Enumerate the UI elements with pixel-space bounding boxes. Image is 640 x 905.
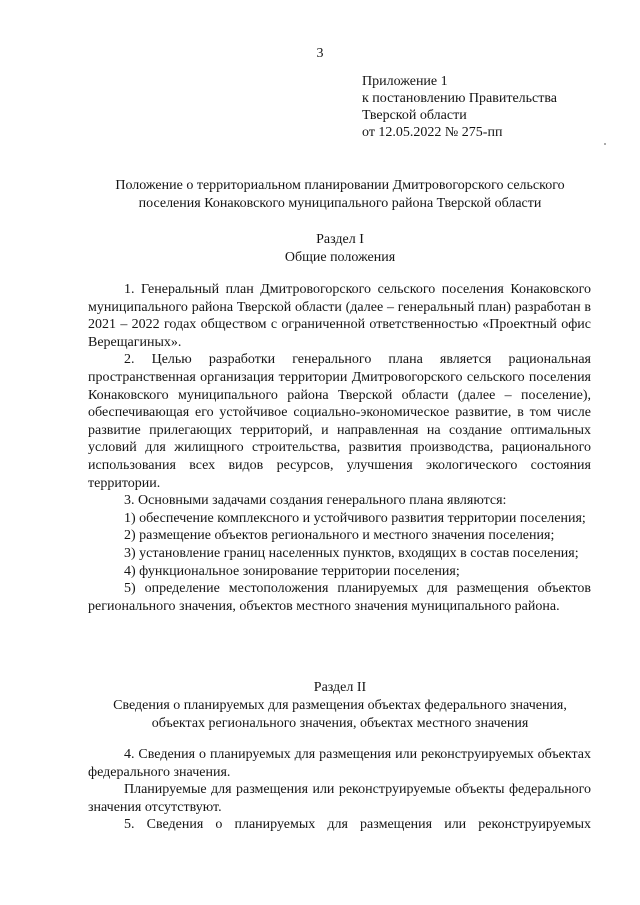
- appendix-line: Приложение 1: [362, 74, 448, 89]
- section1-header: [80, 231, 600, 267]
- paragraph: 3) установление границ населенных пунктов, входящих в состав поселения;: [124, 545, 579, 561]
- paragraph: 5) определение местоположения планируемых для размещения объектов регионального значения, объектов местного значения муниципального района.: [88, 581, 591, 614]
- appendix-line: к постановлению Правительства: [362, 91, 558, 106]
- paragraph: 4) функциональное зонирование территории поселения;: [124, 563, 460, 579]
- appendix-line: от 12.05.2022 № 275-пп: [362, 125, 503, 140]
- paragraph: 5. Сведения о планируемых для размещения или реконструируемых: [124, 817, 591, 833]
- paragraph: 2. Целью разработки генерального плана является рациональная пространственная организация территории Дмитровогорского сельского поселения Конаковского муниципального района Тверской области (далее – поселение), обеспечивающая его устойчивое социально-экономическое развитие, в том числе развитие прилегающих территорий, и направленная на создание оптимальных условий для жилищного строительства, развития производства, рационального использования всех видов ресурсов, улучшения экологического состояния территории.: [88, 352, 591, 491]
- paragraph: 1. Генеральный план Дмитровогорского сельского поселения Конаковского муниципального района Тверской области (далее – генеральный план) разработан в 2021 – 2022 годах обществом с ограниченной ответственностью «Проектный офис Верещагиных».: [88, 282, 591, 350]
- title-line: поселения Конаковского муниципального района Тверской области: [138, 196, 542, 211]
- paragraph: 4. Сведения о планируемых для размещения или реконструируемых объектах федерального значения.: [88, 747, 591, 780]
- section-heading: Раздел I: [316, 232, 364, 247]
- appendix-line: Тверской области: [362, 108, 467, 123]
- paragraph: 1) обеспечение комплексного и устойчивого развития территории поселения;: [124, 510, 586, 526]
- document-title: [80, 177, 600, 213]
- section2-body: [88, 746, 591, 834]
- scan-speck: [604, 143, 606, 145]
- paragraph: Планируемые для размещения или реконструируемые объекты федерального значения отсутствуют.: [88, 782, 591, 815]
- section-subheading: Сведения о планируемых для размещения объектах федерального значения,: [113, 698, 567, 713]
- appendix-block: [362, 73, 557, 141]
- paragraph: 3. Основными задачами создания генерального плана являются:: [124, 493, 507, 509]
- page-number: 3: [316, 46, 324, 61]
- title-line: Положение о территориальном планировании Дмитровогорского сельского: [115, 178, 565, 193]
- section-subheading: Общие положения: [284, 250, 396, 265]
- section-heading: Раздел II: [313, 680, 367, 695]
- section-subheading: объектах регионального значения, объектах местного значения: [151, 716, 529, 731]
- section1-body: [88, 281, 591, 615]
- section2-header: [80, 679, 600, 733]
- paragraph: 2) размещение объектов регионального и местного значения поселения;: [124, 528, 555, 544]
